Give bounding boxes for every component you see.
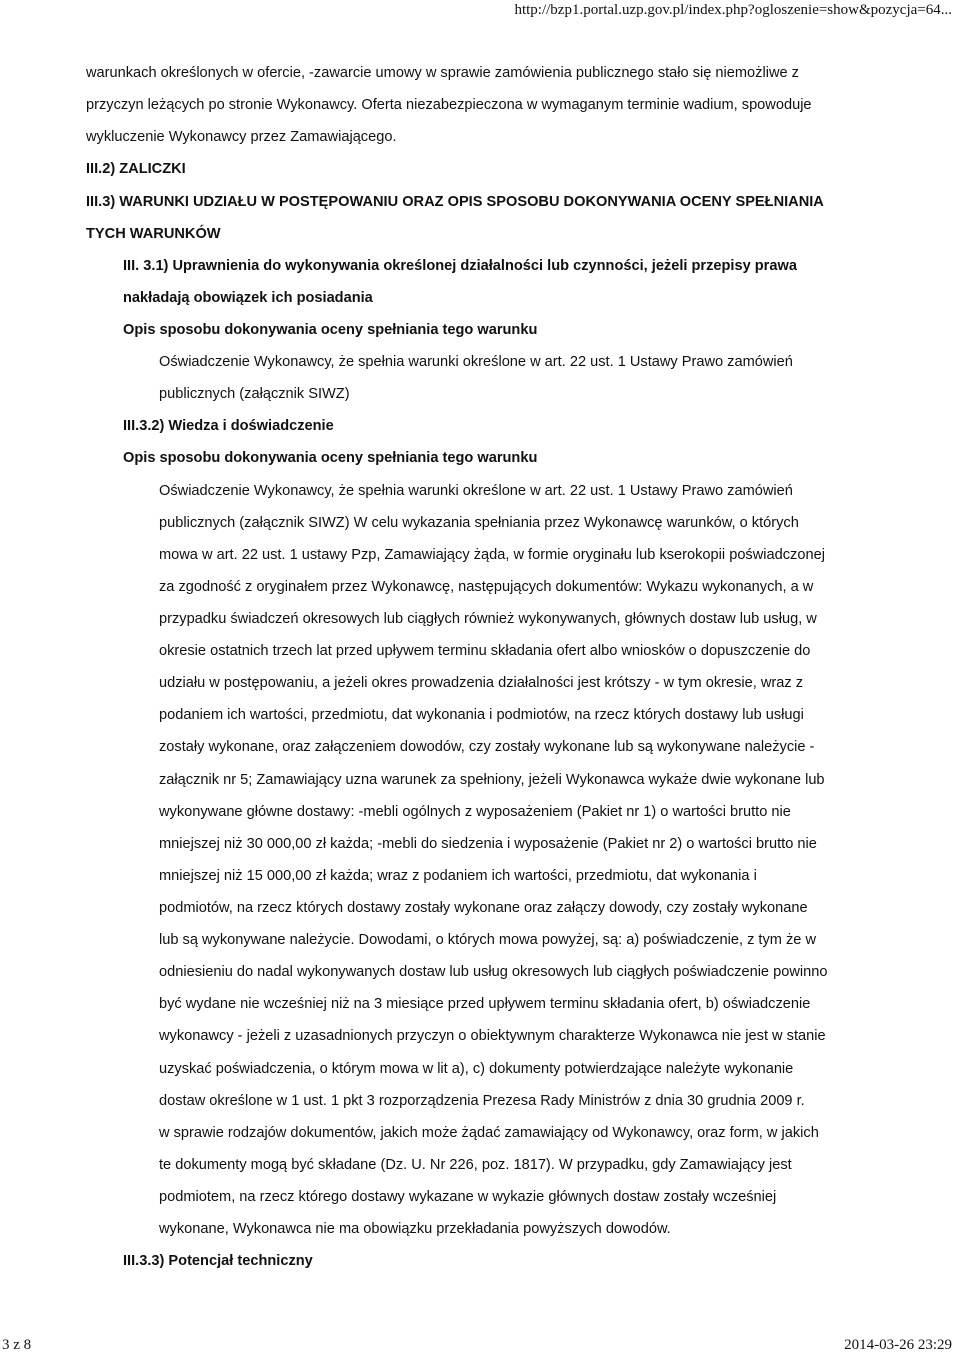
text-line: udziału w postępowaniu, a jeżeli okres prowadzenia działalności jest krótszy - w tym okresie, wraz z (159, 675, 804, 691)
text-line: przyczyn leżących po stronie Wykonawcy. Oferta niezabezpieczona w wymaganym terminie wadium, spowoduje (86, 97, 812, 113)
section-heading-warunki-cont: TYCH WARUNKÓW (86, 226, 221, 242)
condition-description-heading: Opis sposobu dokonywania oceny spełniania tego warunku (123, 450, 538, 466)
text-line: przypadku świadczeń okresowych lub ciągłych również wykonywanych, głównych dostaw lub usług, w (159, 611, 817, 627)
text-line: podmiotów, na rzecz których dostawy zostały wykonane oraz załączy dowody, czy zostały wykonane (159, 900, 808, 916)
text-line: publicznych (załącznik SIWZ) (159, 386, 350, 402)
text-line: te dokumenty mogą być składane (Dz. U. Nr 226, poz. 1817). W przypadku, gdy Zamawiający jest (159, 1157, 792, 1173)
text-line: podmiotem, na rzecz którego dostawy wykazane w wykazie głównych dostaw zostały wcześniej (159, 1189, 777, 1205)
text-line: Oświadczenie Wykonawcy, że spełnia warunki określone w art. 22 ust. 1 Ustawy Prawo zamówień (159, 354, 793, 370)
text-line: publicznych (załącznik SIWZ) W celu wykazania spełniania przez Wykonawcę warunków, o których (159, 515, 799, 531)
text-line: mowa w art. 22 ust. 1 ustawy Pzp, Zamawiający żąda, w formie oryginału lub kserokopii poświadczonej (159, 547, 825, 563)
text-line: mniejszej niż 30 000,00 zł każda; -mebli do siedzenia i wyposażenie (Pakiet nr 2) o wartości brutto nie (159, 836, 817, 852)
subsection-heading-uprawnienia-cont: nakładają obowiązek ich posiadania (123, 290, 373, 306)
text-line: mniejszej niż 15 000,00 zł każda; wraz z podaniem ich wartości, przedmiotu, dat wykonania i (159, 868, 757, 884)
subsection-heading-potencjal: III.3.3) Potencjał techniczny (123, 1253, 313, 1269)
text-line: wykonywane główne dostawy: -mebli ogólnych z wyposażeniem (Pakiet nr 1) o wartości brutto nie (159, 804, 791, 820)
text-line: lub są wykonywane należycie. Dowodami, o których mowa powyżej, są: a) poświadczenie, z tym że w (159, 932, 816, 948)
text-line: dostaw określone w 1 ust. 1 pkt 3 rozporządzenia Prezesa Rady Ministrów z dnia 30 grudnia 2009 r. (159, 1093, 805, 1109)
text-line: Oświadczenie Wykonawcy, że spełnia warunki określone w art. 22 ust. 1 Ustawy Prawo zamówień (159, 483, 793, 499)
text-line: załącznik nr 5; Zamawiający uzna warunek za spełniony, jeżeli Wykonawca wykaże dwie wykonane lub (159, 772, 825, 788)
text-line: podaniem ich wartości, przedmiotu, dat wykonania i podmiotów, na rzecz których dostawy lub usługi (159, 707, 804, 723)
text-line: w sprawie rodzajów dokumentów, jakich może żądać zamawiający od Wykonawcy, oraz form, w jakich (159, 1125, 819, 1141)
text-line: odniesieniu do nadal wykonywanych dostaw lub usług okresowych lub ciągłych poświadczenie powinno (159, 964, 828, 980)
print-datetime: 2014-03-26 23:29 (844, 1337, 952, 1353)
text-line: wykonawcy - jeżeli z uzasadnionych przyczyn o obiektywnym charakterze Wykonawca nie jest w stanie (159, 1028, 826, 1044)
condition-description-heading: Opis sposobu dokonywania oceny spełniania tego warunku (123, 322, 538, 338)
section-heading-zaliczki: III.2) ZALICZKI (86, 161, 186, 177)
subsection-heading-uprawnienia: III. 3.1) Uprawnienia do wykonywania określonej działalności lub czynności, jeżeli przepisy prawa (123, 258, 797, 274)
section-heading-warunki: III.3) WARUNKI UDZIAŁU W POSTĘPOWANIU ORAZ OPIS SPOSOBU DOKONYWANIA OCENY SPEŁNIANIA (86, 194, 824, 210)
text-line: uzyskać poświadczenia, o którym mowa w lit a), c) dokumenty potwierdzające należyte wykonanie (159, 1061, 794, 1077)
text-line: wykonane, Wykonawca nie ma obowiązku przekładania powyższych dowodów. (159, 1221, 671, 1237)
subsection-heading-wiedza: III.3.2) Wiedza i doświadczenie (123, 418, 334, 434)
text-line: być wydane nie wcześniej niż na 3 miesiące przed upływem terminu składania ofert, b) oświadczenie (159, 996, 811, 1012)
text-line: warunkach określonych w ofercie, -zawarcie umowy w sprawie zamówienia publicznego stało się niemożliwe z (86, 65, 799, 81)
text-line: za zgodność z oryginałem przez Wykonawcę, następujących dokumentów: Wykazu wykonanych, a w (159, 579, 814, 595)
text-line: okresie ostatnich trzech lat przed upływem terminu składania ofert albo wniosków o dopuszczenie do (159, 643, 811, 659)
page-number: 3 z 8 (2, 1337, 32, 1353)
page-url-header: http://bzp1.portal.uzp.gov.pl/index.php?ogloszenie=show&pozycja=64... (514, 2, 952, 18)
text-line: zostały wykonane, oraz załączeniem dowodów, czy zostały wykonane lub są wykonywane należycie - (159, 739, 815, 755)
text-line: wykluczenie Wykonawcy przez Zamawiającego. (86, 129, 397, 145)
